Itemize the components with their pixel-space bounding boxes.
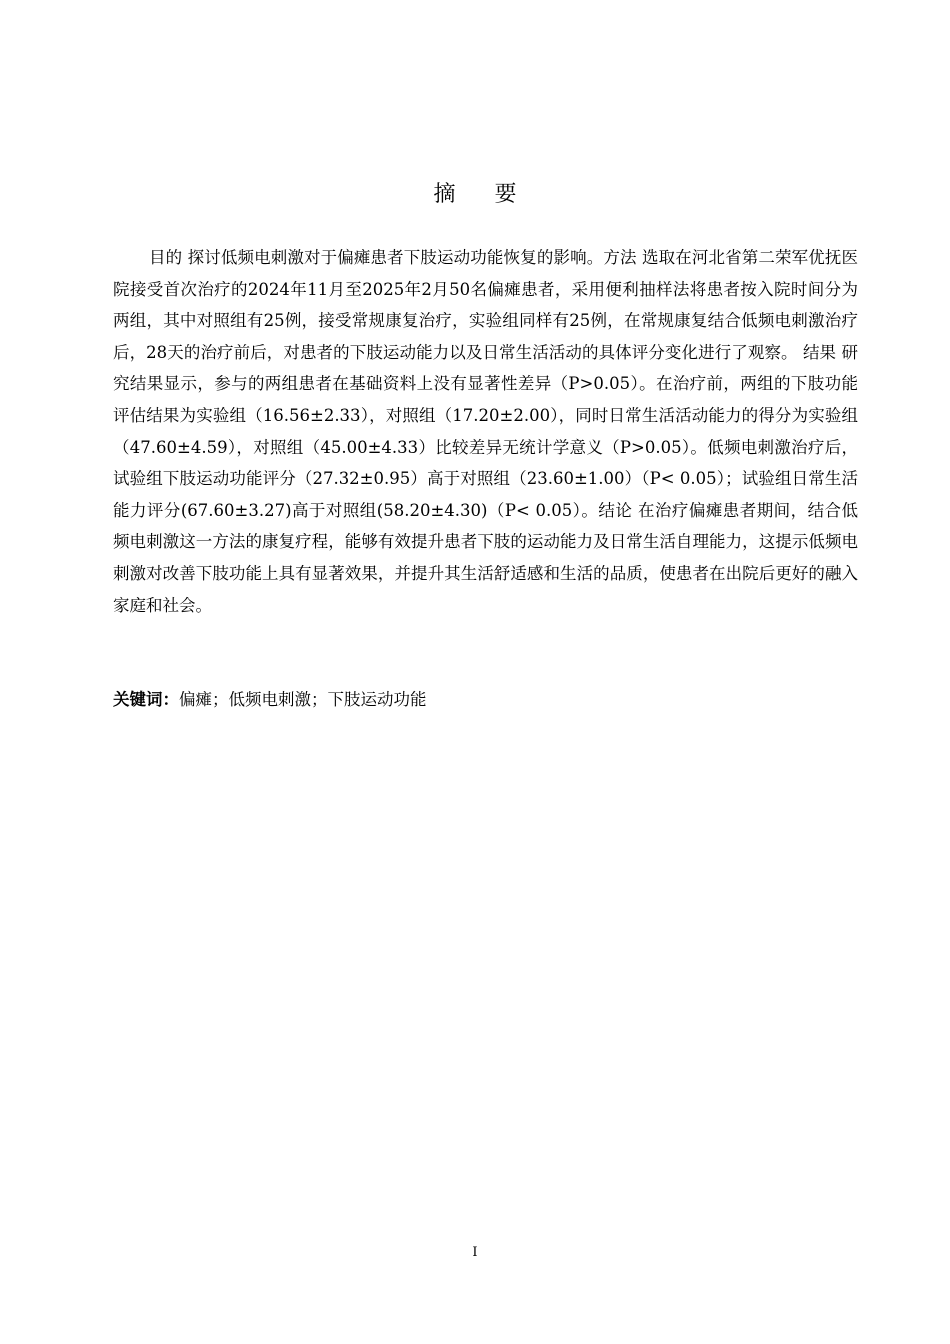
- abstract-title: 摘 要: [433, 182, 533, 207]
- keywords-value: 偏瘫；低频电刺激；下肢运动功能: [179, 690, 427, 709]
- page-number: I: [472, 1245, 478, 1260]
- keywords-label: 关键词：: [113, 690, 179, 709]
- abstract-body: 目的 探讨低频电刺激对于偏瘫患者下肢运动功能恢复的影响。方法 选取在河北省第二荣军优抚医院接受首次治疗的2024年11月至2025年2月50名偏瘫患者，采用便利抽样法将患者按入院时间分为两组，其中对照组有25例，接受常规康复治疗，实验组同样有25例，在常规康复结合低频电刺激治疗后，28天的治疗前后，对患者的下肢运动能力以及日常生活活动的具体评分变化进行了观察。 结果 研究结果显示，参与的两组患者在基础资料上没有显著性差异（P>0.05）。在治疗前，两组的下肢功能评估结果为实验组（16.56±2.33），对照组（17.20±2.00），同时日常生活活动能力的得分为实验组（47.60±4.59），对照组（45.00±4.33）比较差异无统计学意义（P>0.05）。低频电刺激治疗后，试验组下肢运动功能评分（27.32±0.95）高于对照组（23.60±1.00）（P< 0.05）；试验组日常生活能力评分(67.60±3.27)高于对照组(58.20±4.30)（P< 0.05）。结论 在治疗偏瘫患者期间，结合低频电刺激这一方法的康复疗程，能够有效提升患者下肢的运动能力及日常生活自理能力，这提示低频电刺激对改善下肢功能上具有显著效果，并提升其生活舒适感和生活的品质，使患者在出院后更好的融入家庭和社会。: [113, 248, 858, 615]
- keywords-line: [113, 684, 858, 715]
